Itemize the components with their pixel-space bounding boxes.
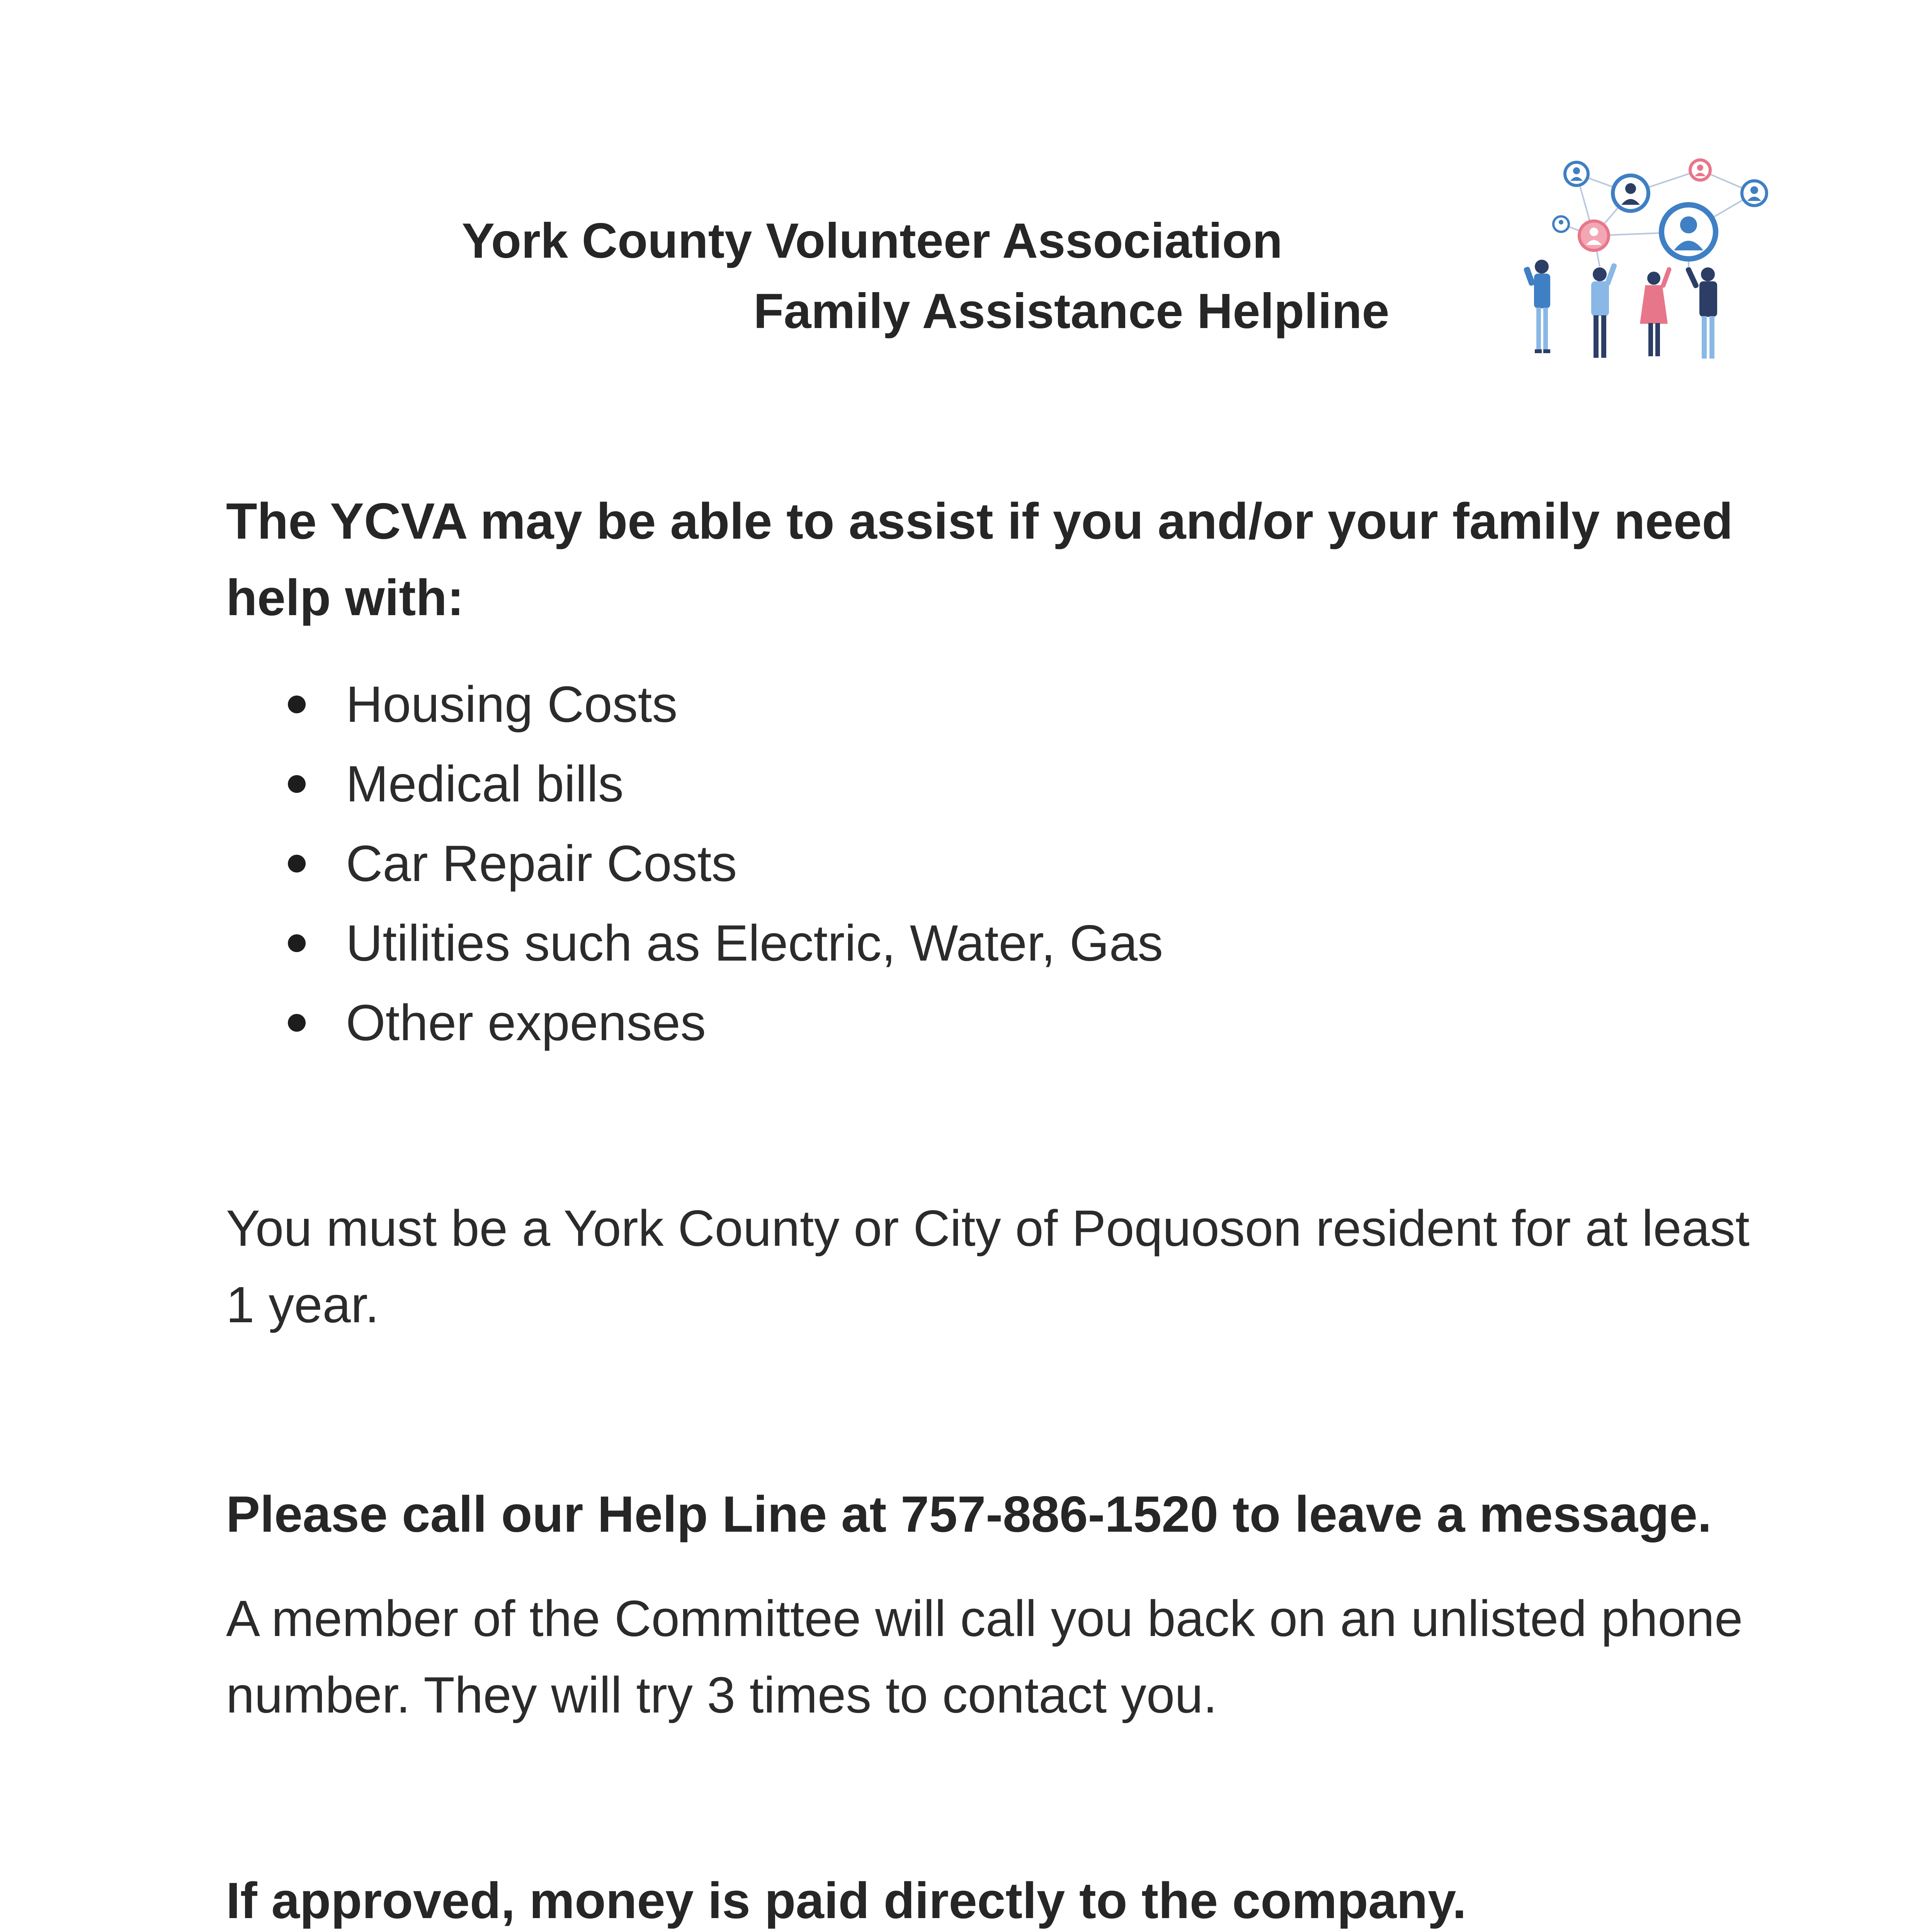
payment-info: If approved, money is paid directly to the company. — [226, 1872, 1467, 1929]
bullet-icon — [288, 1014, 306, 1032]
bullet-icon — [288, 775, 306, 793]
needs-list — [226, 665, 1578, 1063]
helpline-title: Family Assistance Helpline — [753, 284, 1389, 339]
list-item — [226, 983, 1578, 1063]
bullet-icon — [288, 934, 306, 952]
list-item-label: Utilities such as Electric, Water, Gas — [346, 915, 1163, 971]
list-item-label: Car Repair Costs — [346, 835, 737, 892]
list-item — [226, 665, 1578, 744]
call-instruction: Please call our Help Line at 757-886-1520 to leave a message. — [226, 1486, 1712, 1543]
bullet-icon — [288, 696, 306, 713]
list-item — [226, 744, 1578, 824]
org-title: York County Volunteer Association — [462, 213, 1283, 269]
intro-text: The YCVA may be able to assist if you and/or your family need help with: — [226, 493, 1733, 626]
community-network-icon — [1507, 151, 1801, 383]
bullet-icon — [288, 855, 306, 872]
callback-info: A member of the Committee will call you back on an unlisted phone number. They will try 3 times to contact you. — [226, 1590, 1743, 1723]
residency-requirement: You must be a York County or City of Poquoson resident for at least 1 year. — [226, 1200, 1750, 1333]
list-item — [226, 824, 1578, 903]
list-item-label: Other expenses — [346, 994, 706, 1051]
list-item-label: Medical bills — [346, 755, 624, 812]
list-item-label: Housing Costs — [346, 676, 678, 733]
list-item — [226, 903, 1578, 983]
